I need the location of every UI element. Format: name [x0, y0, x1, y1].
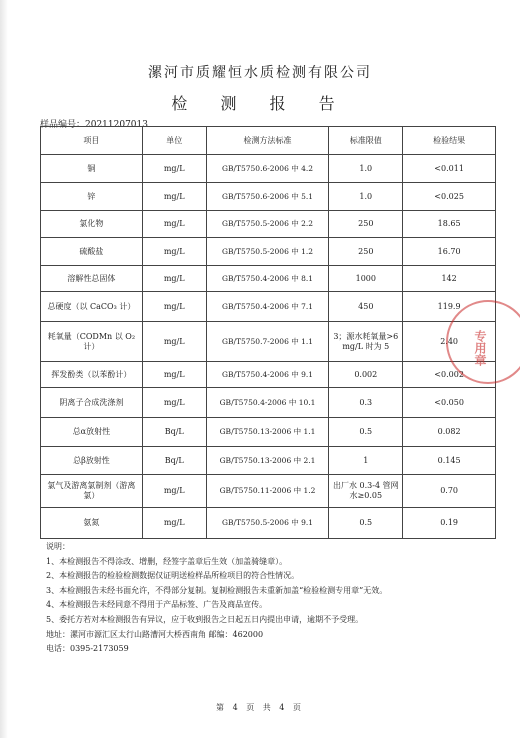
seal-stamp-text: 专用章	[473, 330, 487, 366]
table-row	[41, 418, 496, 447]
cell-unit: mg/L	[142, 266, 206, 292]
cell-result: 0.082	[403, 418, 496, 447]
table-row	[41, 388, 496, 418]
cell-result: 142	[403, 266, 496, 292]
notes-section	[46, 540, 387, 657]
cell-limit: 0.002	[329, 362, 403, 388]
cell-result: 0.145	[403, 447, 496, 475]
column-header: 检测方法标准	[206, 127, 329, 155]
cell-result: 119.9	[403, 292, 496, 322]
table-row	[41, 155, 496, 183]
cell-method: GB/T5750.4-2006 中 10.1	[206, 388, 329, 418]
cell-item: 溶解性总固体	[41, 266, 143, 292]
company-name: 漯河市质耀恒水质检测有限公司	[148, 65, 372, 81]
table-row	[41, 508, 496, 539]
cell-method: GB/T5750.7-2006 中 1.1	[206, 322, 329, 362]
cell-result: 16.70	[403, 238, 496, 266]
cell-unit: mg/L	[142, 155, 206, 183]
cell-item: 铜	[41, 155, 143, 183]
cell-result: 0.70	[403, 475, 496, 508]
cell-item: 氯气及游离氯制剂（游离氯）	[41, 475, 143, 508]
column-header: 项目	[41, 127, 143, 155]
cell-limit: 1.0	[329, 155, 403, 183]
table-row	[41, 183, 496, 211]
note-line: 4、本检测报告未经同意不得用于产品标签、广告及商品宣传。	[46, 600, 268, 610]
cell-method: GB/T5750.4-2006 中 9.1	[206, 362, 329, 388]
cell-item: 总β放射性	[41, 447, 143, 475]
column-header: 单位	[142, 127, 206, 155]
cell-result: 2.40	[403, 322, 496, 362]
cell-unit: Bq/L	[142, 418, 206, 447]
cell-limit: 0.5	[329, 418, 403, 447]
note-line: 地址：漯河市源汇区太行山路漕河大桥西南角 邮编：462000	[46, 629, 264, 639]
cell-result: <0.011	[403, 155, 496, 183]
cell-result: <0.002	[403, 362, 496, 388]
cell-unit: mg/L	[142, 292, 206, 322]
cell-unit: mg/L	[142, 322, 206, 362]
cell-limit: 3；源水耗氧量>6 mg/L 时为 5	[329, 322, 403, 362]
cell-result: <0.025	[403, 183, 496, 211]
cell-item: 阴离子合成洗涤剂	[41, 388, 143, 418]
cell-limit: 0.5	[329, 508, 403, 539]
cell-result: 18.65	[403, 211, 496, 238]
cell-unit: mg/L	[142, 475, 206, 508]
cell-unit: mg/L	[142, 508, 206, 539]
cell-item: 硫酸盐	[41, 238, 143, 266]
cell-unit: Bq/L	[142, 447, 206, 475]
cell-item: 锌	[41, 183, 143, 211]
cell-method: GB/T5750.6-2006 中 5.1	[206, 183, 329, 211]
cell-limit: 1	[329, 447, 403, 475]
note-line: 5、委托方若对本检测报告有异议，应于收到报告之日起五日内提出申请，逾期不予受理。	[46, 614, 364, 624]
cell-method: GB/T5750.13-2006 中 1.1	[206, 418, 329, 447]
note-line: 3、本检测报告未经书面允许，不得部分复制。复制检测报告未重新加盖“检验检测专用章”无效。	[46, 585, 388, 595]
cell-unit: mg/L	[142, 362, 206, 388]
cell-method: GB/T5750.4-2006 中 7.1	[206, 292, 329, 322]
note-line: 1、本检测报告不得涂改、增删，经签字盖章后生效（加盖骑缝章）。	[46, 556, 288, 566]
cell-item: 总α放射性	[41, 418, 143, 447]
cell-method: GB/T5750.5-2006 中 1.2	[206, 238, 329, 266]
cell-limit: 250	[329, 238, 403, 266]
cell-limit: 0.3	[329, 388, 403, 418]
table-row	[41, 266, 496, 292]
cell-item: 总硬度（以 CaCO₃ 计）	[41, 292, 143, 322]
cell-limit: 1.0	[329, 183, 403, 211]
note-line: 电话：0395-2173059	[46, 644, 129, 654]
cell-item: 氨氮	[41, 508, 143, 539]
note-line: 2、本检测报告的检验检测数据仅证明送检样品所检项目的符合性情况。	[46, 571, 300, 581]
cell-method: GB/T5750.13-2006 中 2.1	[206, 447, 329, 475]
cell-limit: 出厂水 0.3-4 管网水≥0.05	[329, 475, 403, 508]
note-line: 说明：	[46, 542, 70, 551]
cell-method: GB/T5750.5-2006 中 9.1	[206, 508, 329, 539]
cell-limit: 250	[329, 211, 403, 238]
table-row	[41, 475, 496, 508]
cell-item: 氯化物	[41, 211, 143, 238]
table-row	[41, 292, 496, 322]
cell-method: GB/T5750.6-2006 中 4.2	[206, 155, 329, 183]
cell-item: 耗氧量（CODMn 以 O₂ 计）	[41, 322, 143, 362]
table-row	[41, 447, 496, 475]
cell-limit: 450	[329, 292, 403, 322]
table-row	[41, 211, 496, 238]
table-row	[41, 238, 496, 266]
cell-method: GB/T5750.11-2006 中 1.2	[206, 475, 329, 508]
cell-unit: mg/L	[142, 211, 206, 238]
cell-unit: mg/L	[142, 388, 206, 418]
page-number: 第 4 页 共 4 页	[216, 703, 304, 712]
cell-result: 0.19	[403, 508, 496, 539]
table-row	[41, 362, 496, 388]
results-table	[40, 126, 496, 539]
cell-method: GB/T5750.5-2006 中 2.2	[206, 211, 329, 238]
sample-number: 样品编号：20211207013	[40, 120, 148, 130]
cell-result: <0.050	[403, 388, 496, 418]
cell-method: GB/T5750.4-2006 中 8.1	[206, 266, 329, 292]
cell-unit: mg/L	[142, 238, 206, 266]
table-row	[41, 322, 496, 362]
column-header: 标准限值	[329, 127, 403, 155]
cell-unit: mg/L	[142, 183, 206, 211]
report-title: 检 测 报 告	[171, 94, 349, 113]
column-header: 检验结果	[403, 127, 496, 155]
cell-item: 挥发酚类（以苯酚计）	[41, 362, 143, 388]
cell-limit: 1000	[329, 266, 403, 292]
table-header-row	[41, 127, 496, 155]
